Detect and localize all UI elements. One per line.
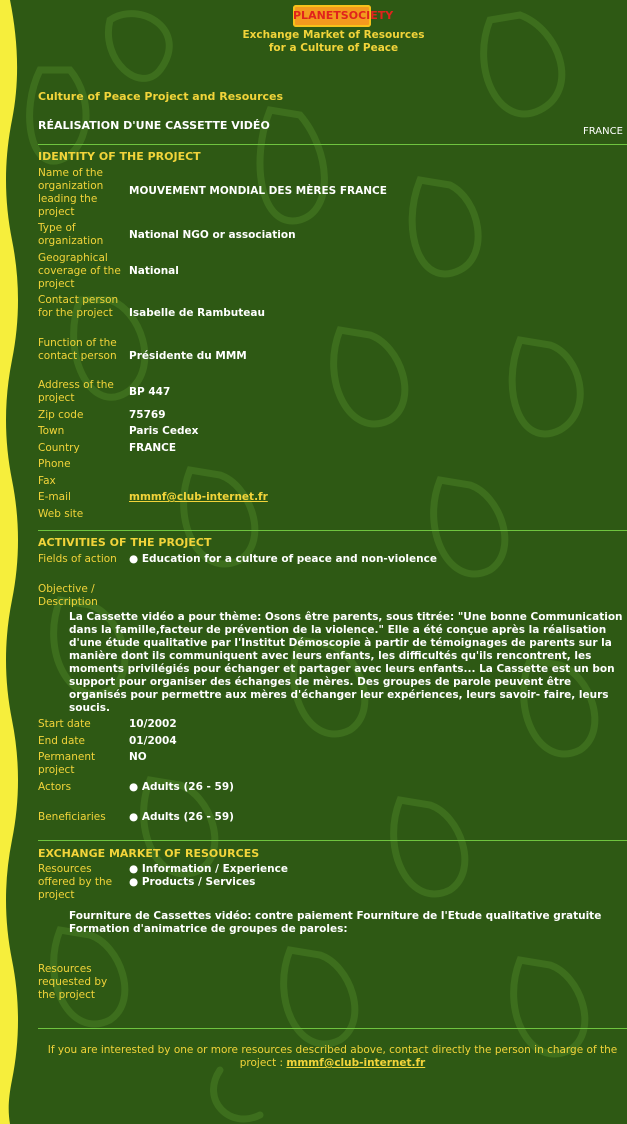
offered-text: Fourniture de Cassettes vidéo: contre paiement Fourniture de l'Etude qualitative gratuite Formation d'animatrice de groupes de paroles:	[69, 910, 602, 935]
footer-text-block	[38, 1044, 627, 1070]
actors-value: ● Adults (26 - 59)	[129, 781, 234, 793]
start-value: 10/2002	[129, 718, 177, 730]
org-type-value: National NGO or association	[129, 229, 296, 241]
contact-label: Contact person for the project	[38, 294, 119, 319]
org-type-label: Type of organization	[38, 222, 104, 247]
coverage-label: Geographical coverage of the project	[38, 252, 121, 290]
country-label: Country	[38, 442, 80, 454]
function-label: Function of the contact person	[38, 337, 117, 362]
project-title: RÉALISATION D'UNE CASSETTE VIDÉO	[38, 119, 270, 132]
address-value: BP 447	[129, 386, 171, 398]
contact-value: Isabelle de Rambuteau	[129, 307, 265, 319]
country-value: FRANCE	[129, 442, 177, 454]
description-text: La Cassette vidéo a pour thème: Osons être parents, sous titrée: "Une bonne Communication dans la famille,facteur de prévention de la violence." Elle a été conçue après la réalisation d'une étude qualitative par l'Institut Démoscopie à partir de témoignages de parents sur la manière dont ils communiquent avec leurs enfants, les difficultés qu'ils rencontrent, les moments privilégiés pour échanger et partager avec leurs enfants... La Cassette est un bon support pour organiser des échanges de mères. Des groupes de parole peuvent être organisés pour permettre aux mères d'échanger leur expériences, leurs savoir- faire, leurs soucis.	[69, 611, 623, 714]
zip-label: Zip code	[38, 409, 84, 421]
email-label: E-mail	[38, 491, 71, 503]
website-label: Web site	[38, 508, 84, 520]
activities-heading: ACTIVITIES OF THE PROJECT	[38, 536, 212, 549]
fields-value: ● Education for a culture of peace and non-violence	[129, 553, 437, 565]
beneficiaries-value: ● Adults (26 - 59)	[129, 811, 234, 823]
page-section-title: Culture of Peace Project and Resources	[38, 90, 284, 103]
org-name-label: Name of the organization leading the project	[38, 167, 104, 218]
town-label: Town	[38, 425, 65, 437]
address-label: Address of the project	[38, 379, 114, 404]
header-line-1: Exchange Market of Resources	[242, 29, 425, 41]
objective-label: Objective / Description	[38, 583, 98, 608]
fields-label: Fields of action	[38, 553, 117, 565]
beneficiaries-label: Beneficiaries	[38, 811, 106, 823]
divider	[38, 530, 627, 531]
country-tag: FRANCE	[583, 126, 623, 137]
org-name-value: MOUVEMENT MONDIAL DES MÈRES FRANCE	[129, 185, 387, 197]
actors-label: Actors	[38, 781, 72, 793]
divider	[38, 144, 627, 145]
zip-value: 75769	[129, 409, 166, 421]
coverage-value: National	[129, 265, 179, 277]
offered-label: Resources offered by the project	[38, 863, 113, 901]
exchange-heading: EXCHANGE MARKET OF RESOURCES	[38, 847, 260, 860]
divider	[38, 840, 627, 841]
fax-label: Fax	[38, 475, 56, 487]
end-label: End date	[38, 735, 85, 747]
start-label: Start date	[38, 718, 91, 730]
phone-label: Phone	[38, 458, 71, 470]
town-value: Paris Cedex	[129, 425, 199, 437]
permanent-label: Permanent project	[38, 751, 96, 776]
divider	[38, 1028, 627, 1029]
footer-email-link[interactable]: mmmf@club-internet.fr	[286, 1057, 426, 1069]
offered-item: ● Information / Experience	[129, 863, 288, 875]
header-line-2: for a Culture of Peace	[268, 42, 399, 54]
offered-item: ● Products / Services	[129, 876, 256, 888]
function-value: Présidente du MMM	[129, 350, 247, 362]
permanent-value: NO	[129, 751, 147, 763]
requested-label: Resources requested by the project	[38, 963, 108, 1001]
footer-text: If you are interested by one or more resources described above, contact directly the person in charge of the project :	[47, 1044, 618, 1069]
end-value: 01/2004	[129, 735, 177, 747]
email-link[interactable]: mmmf@club-internet.fr	[129, 491, 268, 503]
identity-heading: IDENTITY OF THE PROJECT	[38, 150, 201, 163]
planetsociety-logo[interactable]: PLANETSOCIETY	[293, 5, 371, 27]
